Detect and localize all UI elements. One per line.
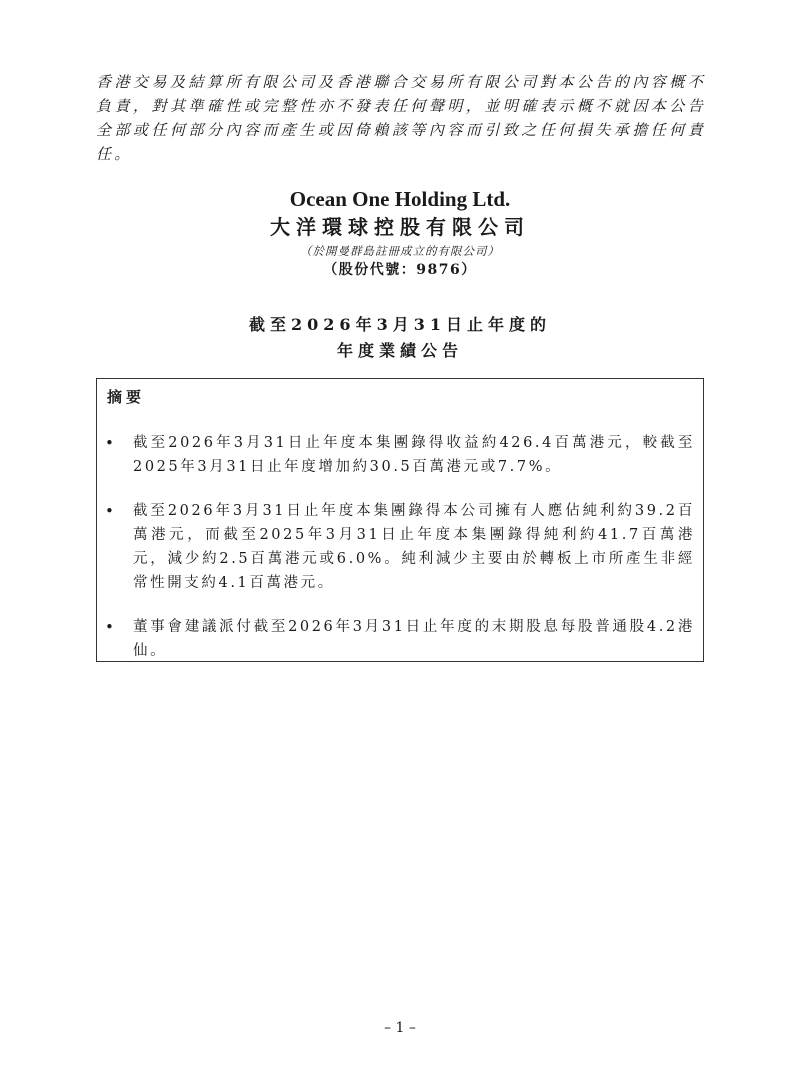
summary-item-net-profit <box>105 499 695 595</box>
summary-item-dividend <box>105 615 695 663</box>
summary-item-revenue <box>105 431 695 479</box>
bullet-icon: • <box>105 502 114 520</box>
bullet-icon: • <box>105 434 114 452</box>
company-name-english: Ocean One Holding Ltd. <box>289 187 511 211</box>
bullet-icon: • <box>105 618 114 636</box>
summary-item-text: 截至2026年3月31日止年度本集團錄得收益約426.4百萬港元，較截至2025年3月31日止年度增加約30.5百萬港元或7.7%。 <box>133 435 695 475</box>
disclaimer-text: 香港交易及結算所有限公司及香港聯合交易所有限公司對本公告的內容概不負責，對其準確性或完整性亦不發表任何聲明，並明確表示概不就因本公告全部或任何部分內容而產生或因倚賴該等內容而引致之任何損失承擔任何責任。 <box>96 73 706 163</box>
stock-code: （股份代號：9876） <box>323 262 477 278</box>
summary-item-text: 董事會建議派付截至2026年3月31日止年度的末期股息每股普通股4.2港仙。 <box>133 619 695 659</box>
announcement-title-line-2: 年度業績公告 <box>336 341 463 360</box>
company-name-chinese: 大洋環球控股有限公司 <box>270 215 530 239</box>
summary-box <box>96 378 704 662</box>
page-number: – 1 – <box>384 1020 416 1036</box>
incorporation-note: （於開曼群島註冊成立的有限公司） <box>300 244 500 258</box>
announcement-title <box>0 312 800 364</box>
announcement-title-line-1: 截至2026年3月31日止年度的 <box>249 315 551 334</box>
company-header <box>0 186 800 280</box>
summary-item-text: 截至2026年3月31日止年度本集團錄得本公司擁有人應佔純利約39.2百萬港元，而截至2025年3月31日止年度本集團錄得純利約41.7百萬港元，減少約2.5百萬港元或6.0%。純利減少主要由於轉板上市所產生非經常性開支約4.1百萬港元。 <box>133 503 695 591</box>
summary-heading: 摘要 <box>107 388 146 406</box>
